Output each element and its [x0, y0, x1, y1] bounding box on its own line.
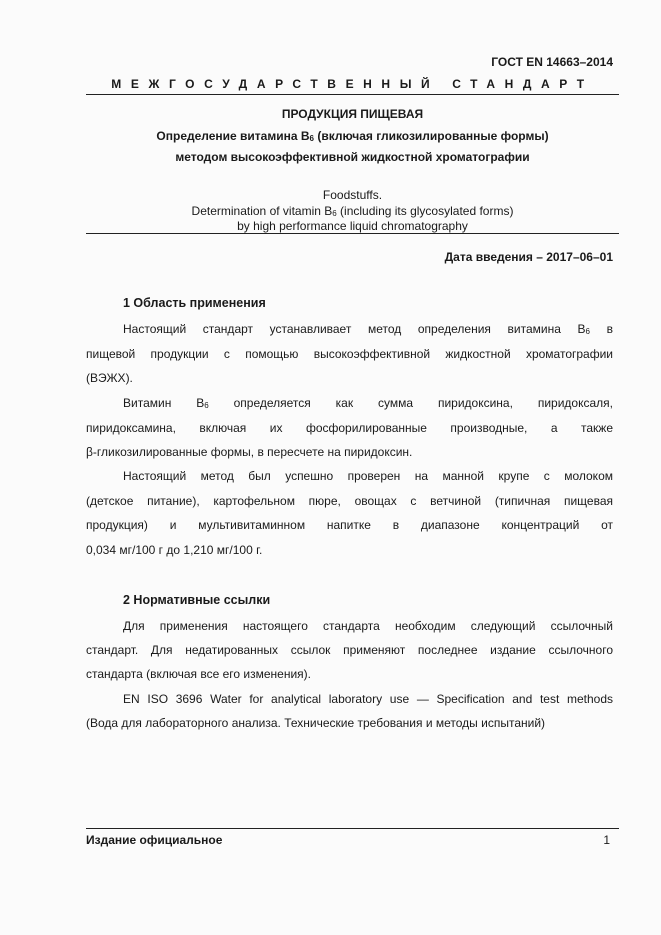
- page-number: 1: [603, 833, 610, 847]
- gost-code: ГОСТ EN 14663–2014: [491, 55, 613, 69]
- title-ru-line-1: Определение витамина $B_6$ (включая гликозилированные формы): [156, 129, 549, 143]
- section-2-text-line: Для применения настоящего стандарта необходим следующий ссылочный: [123, 619, 613, 633]
- section-1-text-line: Витамин $B_6$ определяется как сумма пиридоксина, пиридоксаля,: [123, 396, 613, 410]
- title-rule: [86, 233, 619, 234]
- section-1-text-line: Настоящий метод был успешно проверен на манной крупе с молоком: [123, 469, 613, 483]
- section-1-text-line: пиридоксамина, включая их фосфорилированные производные, а также: [86, 421, 613, 435]
- section-1-text-line: пищевой продукции с помощью высокоэффективной жидкостной хроматографии: [86, 347, 613, 361]
- section-2-text-line: стандарта (включая все его изменения).: [86, 667, 311, 681]
- section-1-text-line: (ВЭЖХ).: [86, 371, 133, 385]
- section-2-heading: 2 Нормативные ссылки: [123, 593, 271, 607]
- interstate-standard-label: МЕЖГОСУДАРСТВЕННЫЙ СТАНДАРТ: [111, 77, 594, 91]
- section-1-text-line: β-гликозилированные формы, в пересчете на пиридоксин.: [86, 445, 413, 459]
- document-title: ПРОДУКЦИЯ ПИЩЕВАЯ: [281, 107, 424, 121]
- header-rule: [86, 94, 619, 95]
- section-1-text-line: 0,034 мг/100 г до 1,210 мг/100 г.: [86, 543, 263, 557]
- section-1-text-line: продукция) и мультивитаминном напитке в диапазоне концентраций от: [86, 518, 613, 532]
- title-en-line-2: Determination of vitamin $B_6$ (including its glycosylated forms): [191, 204, 514, 218]
- section-1-text-line: Настоящий стандарт устанавливает метод определения витамина $B_6$ в: [123, 322, 613, 336]
- section-2-text-line: стандарт. Для недатированных ссылок применяют последнее издание ссылочного: [86, 643, 613, 657]
- section-1-text-line: (детское питание), картофельном пюре, овощах с ветчиной (типичная пищевая: [86, 494, 613, 508]
- section-2-reference-line: (Вода для лабораторного анализа. Технические требования и методы испытаний): [86, 716, 546, 730]
- date-of-introduction: Дата введения – 2017–06–01: [444, 250, 613, 264]
- title-en-line-1: Foodstuffs.: [322, 188, 383, 202]
- section-2-reference-line: EN ISO 3696 Water for analytical laboratory use — Specification and test methods: [123, 692, 613, 706]
- title-en-line-3: by high performance liquid chromatography: [237, 219, 468, 233]
- official-edition-label: Издание официальное: [86, 833, 223, 847]
- section-1-heading: 1 Область применения: [123, 296, 266, 310]
- title-ru-line-2: методом высокоэффективной жидкостной хроматографии: [175, 150, 530, 164]
- footer-rule: [86, 828, 619, 829]
